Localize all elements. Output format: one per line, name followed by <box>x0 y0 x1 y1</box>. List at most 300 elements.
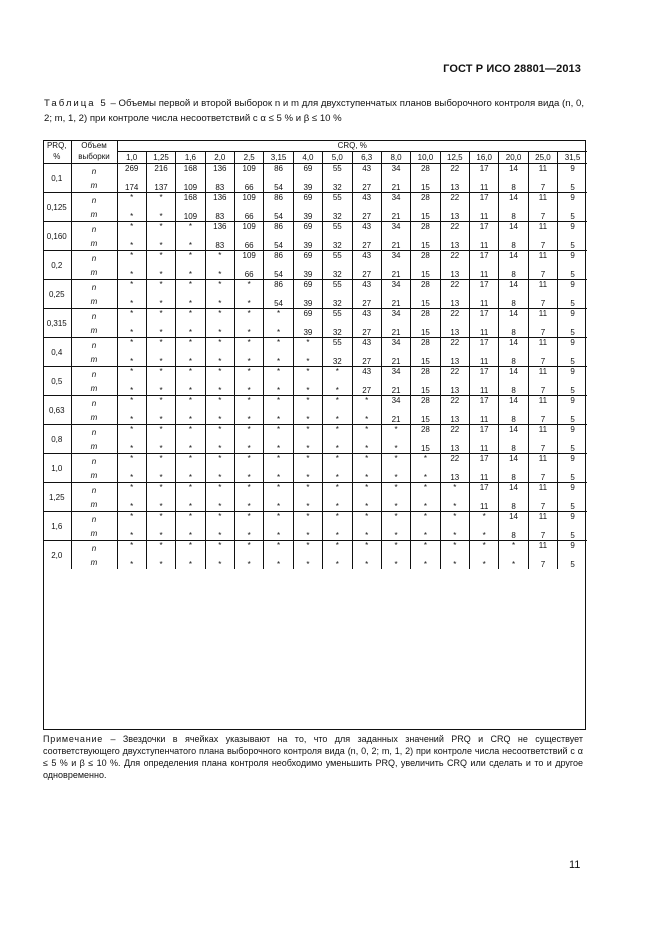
second-sample-label: m <box>71 178 117 193</box>
table-cell: * <box>146 367 175 382</box>
table-cell: 11 <box>470 294 499 309</box>
table-cell: 14 <box>499 454 528 469</box>
table-cell: * <box>264 497 293 512</box>
table-cell: 11 <box>528 222 557 237</box>
table-cell: * <box>352 439 381 454</box>
table-cell: 15 <box>411 207 440 222</box>
second-sample-label: m <box>71 352 117 367</box>
table-cell: * <box>293 439 322 454</box>
table-cell: 13 <box>440 236 469 251</box>
table-cell: * <box>117 236 146 251</box>
table-cell: 32 <box>323 236 352 251</box>
table-cell: * <box>176 222 205 237</box>
table-cell: 9 <box>558 280 587 295</box>
prq-value: 0,5 <box>43 367 71 396</box>
table-cell: * <box>176 323 205 338</box>
table-cell: 28 <box>411 164 440 179</box>
second-sample-label: m <box>71 468 117 483</box>
table-cell: 11 <box>528 193 557 208</box>
table-cell: 69 <box>293 164 322 179</box>
crq-column-header: 2,5 <box>235 152 264 164</box>
table-cell: * <box>146 381 175 396</box>
table-cell: 28 <box>411 222 440 237</box>
table-cell: * <box>470 555 499 569</box>
table-cell: * <box>205 410 234 425</box>
table-cell: 109 <box>235 222 264 237</box>
sample-size-table <box>43 140 587 569</box>
table-cell: 17 <box>470 251 499 266</box>
table-cell: 5 <box>570 560 575 569</box>
table-cell: 14 <box>499 222 528 237</box>
table-row <box>43 236 587 251</box>
table-cell: 9 <box>558 222 587 237</box>
table-cell: * <box>176 497 205 512</box>
table-cell: 27 <box>352 352 381 367</box>
table-cell: 7 <box>528 323 557 338</box>
table-cell: * <box>235 483 264 498</box>
table-cell: * <box>323 526 352 541</box>
table-row <box>43 193 587 208</box>
table-cell: 27 <box>352 265 381 280</box>
table-cell: * <box>381 497 410 512</box>
first-sample-label: n <box>71 280 117 295</box>
table-cell: 7 <box>528 526 557 541</box>
table-cell: * <box>205 526 234 541</box>
table-cell: * <box>323 439 352 454</box>
table-cell: * <box>264 439 293 454</box>
table-cell: * <box>381 526 410 541</box>
table-cell: * <box>440 555 469 569</box>
table-cell: * <box>176 512 205 527</box>
table-cell: 11 <box>528 338 557 353</box>
table-cell: * <box>293 367 322 382</box>
table-cell: * <box>235 338 264 353</box>
table-cell: 43 <box>352 164 381 179</box>
table-cell: * <box>411 497 440 512</box>
first-sample-label: n <box>71 541 117 556</box>
crq-column-header: 1,25 <box>146 152 175 164</box>
table-cell: 14 <box>499 425 528 440</box>
table-cell: * <box>293 410 322 425</box>
table-cell: * <box>293 555 322 569</box>
table-cell: * <box>235 367 264 382</box>
table-cell: * <box>235 468 264 483</box>
first-sample-label: n <box>71 512 117 527</box>
table-cell: 11 <box>470 236 499 251</box>
first-sample-label: n <box>71 193 117 208</box>
table-cell: 9 <box>558 338 587 353</box>
table-row <box>43 454 587 469</box>
table-cell: 27 <box>352 236 381 251</box>
table-cell: 11 <box>528 367 557 382</box>
table-cell: 15 <box>411 439 440 454</box>
table-cell: * <box>176 454 205 469</box>
table-cell: 22 <box>440 425 469 440</box>
table-cell: * <box>352 541 381 556</box>
table-cell: * <box>176 294 205 309</box>
table-cell: 22 <box>440 338 469 353</box>
table-note <box>43 733 583 781</box>
table-cell: * <box>352 425 381 440</box>
table-cell: * <box>146 323 175 338</box>
table-cell: 21 <box>381 265 410 280</box>
table-cell: 28 <box>411 425 440 440</box>
table-cell: * <box>176 280 205 295</box>
table-cell: 39 <box>293 178 322 193</box>
table-cell: 86 <box>264 193 293 208</box>
prq-value: 0,25 <box>43 280 71 309</box>
table-cell: 66 <box>235 265 264 280</box>
table-row <box>43 352 587 367</box>
table-cell: 11 <box>470 468 499 483</box>
table-cell: * <box>470 541 499 556</box>
table-row <box>43 309 587 324</box>
table-cell: * <box>235 294 264 309</box>
table-cell: * <box>176 265 205 280</box>
crq-column-header: 3,15 <box>264 152 293 164</box>
second-sample-label: m <box>71 265 117 280</box>
table-cell: 21 <box>381 381 410 396</box>
table-cell: 34 <box>381 164 410 179</box>
table-cell: 22 <box>440 280 469 295</box>
crq-header: CRQ, % <box>117 140 587 152</box>
first-sample-label: n <box>71 338 117 353</box>
table-cell: * <box>293 468 322 483</box>
table-cell: * <box>205 251 234 266</box>
table-cell: 17 <box>470 454 499 469</box>
table-cell: * <box>352 396 381 411</box>
crq-column-header: 25,0 <box>528 152 557 164</box>
table-cell: 69 <box>293 251 322 266</box>
table-row <box>43 497 587 512</box>
table-cell: 5 <box>570 328 575 337</box>
table-cell: 14 <box>499 367 528 382</box>
table-cell: * <box>293 381 322 396</box>
table-cell: 7 <box>528 555 557 569</box>
table-cell: 7 <box>528 497 557 512</box>
table-cell: * <box>235 309 264 324</box>
crq-column-header: 12,5 <box>440 152 469 164</box>
table-cell: 14 <box>499 309 528 324</box>
table-cell: 28 <box>411 396 440 411</box>
first-sample-label: n <box>71 396 117 411</box>
table-row <box>43 222 587 237</box>
table-cell: 32 <box>323 294 352 309</box>
table-cell: 15 <box>411 381 440 396</box>
standard-header: ГОСТ Р ИСО 28801—2013 <box>443 63 581 75</box>
table-cell: * <box>264 381 293 396</box>
table-cell: 5 <box>570 531 575 540</box>
table-cell: * <box>205 280 234 295</box>
table-cell: * <box>205 309 234 324</box>
table-cell: * <box>117 309 146 324</box>
table-cell: * <box>146 483 175 498</box>
table-cell: 55 <box>323 309 352 324</box>
table-cell: * <box>352 410 381 425</box>
table-cell: * <box>323 425 352 440</box>
table-cell: 11 <box>470 410 499 425</box>
table-cell: * <box>381 425 410 440</box>
table-cell: * <box>411 454 440 469</box>
table-cell: * <box>264 323 293 338</box>
table-cell: * <box>117 265 146 280</box>
table-cell: 34 <box>381 367 410 382</box>
table-cell: * <box>117 352 146 367</box>
table-cell: * <box>470 512 499 527</box>
table-cell: * <box>381 541 410 556</box>
table-cell: * <box>264 396 293 411</box>
table-cell: 28 <box>411 193 440 208</box>
table-cell: 32 <box>323 265 352 280</box>
table-cell: * <box>117 468 146 483</box>
table-cell: * <box>264 367 293 382</box>
table-cell: * <box>381 555 410 569</box>
table-cell: 43 <box>352 309 381 324</box>
table-cell: 136 <box>205 164 234 179</box>
table-cell: 55 <box>323 280 352 295</box>
prq-value: 1,0 <box>43 454 71 483</box>
first-sample-label: n <box>71 222 117 237</box>
prq-header: PRQ, <box>43 140 71 152</box>
table-cell: * <box>117 222 146 237</box>
table-caption <box>44 97 584 126</box>
table-cell: 9 <box>570 164 575 173</box>
table-cell: 39 <box>293 265 322 280</box>
table-cell: 7 <box>528 439 557 454</box>
table-cell: 9 <box>558 396 587 411</box>
table-cell: 21 <box>381 236 410 251</box>
table-cell: * <box>176 338 205 353</box>
table-cell: * <box>117 294 146 309</box>
table-cell: 17 <box>470 338 499 353</box>
table-cell: * <box>499 541 528 556</box>
note-label: Примечание <box>43 734 104 744</box>
table-cell: * <box>146 280 175 295</box>
table-row <box>43 207 587 222</box>
table-cell: 15 <box>411 265 440 280</box>
table-cell: * <box>293 512 322 527</box>
table-cell: 9 <box>558 309 587 324</box>
table-cell: 13 <box>440 207 469 222</box>
table-row <box>43 483 587 498</box>
table-cell: * <box>411 526 440 541</box>
table-cell: 13 <box>440 468 469 483</box>
table-cell: * <box>176 425 205 440</box>
prq-value: 0,8 <box>43 425 71 454</box>
table-cell: 21 <box>381 410 410 425</box>
table-row <box>43 381 587 396</box>
table-cell: 8 <box>499 207 528 222</box>
table-cell: 86 <box>264 222 293 237</box>
table-cell: 11 <box>528 483 557 498</box>
table-cell: * <box>323 483 352 498</box>
table-cell: * <box>264 338 293 353</box>
table-cell: * <box>146 410 175 425</box>
table-cell: 13 <box>440 381 469 396</box>
table-cell: 11 <box>528 425 557 440</box>
table-cell: * <box>176 396 205 411</box>
table-cell: 13 <box>440 352 469 367</box>
table-cell: 11 <box>470 381 499 396</box>
table-cell: 11 <box>470 178 499 193</box>
sample-size-header: Объем <box>71 140 117 152</box>
table-cell: * <box>146 497 175 512</box>
table-cell: * <box>264 512 293 527</box>
table-cell: * <box>176 251 205 266</box>
table-cell: 43 <box>352 367 381 382</box>
table-cell: 55 <box>323 193 352 208</box>
table-cell: * <box>205 483 234 498</box>
prq-value: 1,25 <box>43 483 71 512</box>
table-cell: * <box>205 497 234 512</box>
table-cell: 34 <box>381 222 410 237</box>
table-cell: * <box>440 526 469 541</box>
table-row <box>43 251 587 266</box>
table-cell: 32 <box>323 352 352 367</box>
table-cell: 8 <box>499 439 528 454</box>
crq-column-header: 20,0 <box>499 152 528 164</box>
crq-column-header: 8,0 <box>381 152 410 164</box>
table-cell: 43 <box>352 251 381 266</box>
table-cell: 86 <box>264 251 293 266</box>
table-cell: 11 <box>528 512 557 527</box>
table-cell: * <box>117 483 146 498</box>
table-cell: 13 <box>440 294 469 309</box>
table-cell: * <box>205 439 234 454</box>
table-cell: 8 <box>499 236 528 251</box>
first-sample-label: n <box>71 251 117 266</box>
table-cell: * <box>176 381 205 396</box>
table-cell: 83 <box>205 236 234 251</box>
table-cell: 43 <box>352 222 381 237</box>
table-cell: 11 <box>470 207 499 222</box>
table-cell: * <box>146 236 175 251</box>
table-cell: 9 <box>558 367 587 382</box>
table-cell: * <box>117 251 146 266</box>
table-cell: 11 <box>528 396 557 411</box>
table-cell: * <box>146 541 175 556</box>
table-row <box>43 526 587 541</box>
table-cell: 43 <box>352 338 381 353</box>
table-cell: * <box>117 396 146 411</box>
table-cell: * <box>146 352 175 367</box>
first-sample-label: n <box>71 454 117 469</box>
table-cell: * <box>146 222 175 237</box>
table-cell: * <box>352 454 381 469</box>
table-cell: 9 <box>558 483 587 498</box>
table-cell: 17 <box>470 280 499 295</box>
table-cell: * <box>352 497 381 512</box>
table-cell: 5 <box>570 415 575 424</box>
table-cell: 5 <box>570 212 575 221</box>
prq-value: 0,315 <box>43 309 71 338</box>
prq-value: 0,63 <box>43 396 71 425</box>
second-sample-label: m <box>71 439 117 454</box>
table-cell: 22 <box>440 396 469 411</box>
table-cell: * <box>176 483 205 498</box>
table-cell: * <box>323 381 352 396</box>
second-sample-label: m <box>71 381 117 396</box>
table-cell: 32 <box>323 178 352 193</box>
table-cell: 14 <box>499 164 528 179</box>
table-cell: * <box>264 309 293 324</box>
prq-value: 0,1 <box>43 164 71 193</box>
table-cell: * <box>146 454 175 469</box>
table-cell: * <box>235 410 264 425</box>
table-cell: * <box>205 323 234 338</box>
table-cell: 7 <box>528 178 557 193</box>
table-cell: * <box>176 309 205 324</box>
table-cell: 7 <box>528 381 557 396</box>
table-cell: 8 <box>499 468 528 483</box>
table-row <box>43 294 587 309</box>
table-cell: * <box>352 468 381 483</box>
table-cell: 14 <box>499 251 528 266</box>
table-cell: * <box>264 410 293 425</box>
table-cell: * <box>235 512 264 527</box>
table-cell: * <box>352 555 381 569</box>
table-cell: * <box>146 396 175 411</box>
table-cell: 22 <box>440 193 469 208</box>
table-cell: 109 <box>235 164 264 179</box>
table-cell: 34 <box>381 338 410 353</box>
table-cell: * <box>264 468 293 483</box>
table-cell: * <box>264 483 293 498</box>
table-cell: * <box>323 468 352 483</box>
table-cell: 109 <box>176 178 205 193</box>
caption-text: – Объемы первой и второй выборок n и m для двухступенчатых планов выборочного контроля вида (n, 0, 2; m, 1, 2) при контроле числа несоответствий с α ≤ 5 % и β ≤ 10 % <box>44 98 584 124</box>
caption-label: Таблица 5 <box>44 98 108 109</box>
table-cell: * <box>205 294 234 309</box>
table-cell: * <box>264 526 293 541</box>
first-sample-label: n <box>71 309 117 324</box>
table-cell: 11 <box>470 323 499 338</box>
table-cell: * <box>117 497 146 512</box>
table-cell: * <box>293 497 322 512</box>
table-cell: * <box>381 468 410 483</box>
table-cell: 8 <box>499 526 528 541</box>
table-cell: * <box>411 512 440 527</box>
table-cell: 21 <box>381 352 410 367</box>
table-cell: * <box>440 483 469 498</box>
table-cell: 69 <box>293 309 322 324</box>
table-cell: * <box>235 454 264 469</box>
table-cell: 17 <box>470 425 499 440</box>
table-cell: * <box>293 483 322 498</box>
table-cell: 55 <box>323 222 352 237</box>
table-cell: 21 <box>381 178 410 193</box>
table-cell: 28 <box>411 280 440 295</box>
prq-value: 2,0 <box>43 541 71 570</box>
table-cell: * <box>323 454 352 469</box>
table-cell: * <box>117 207 146 222</box>
table-cell: * <box>323 512 352 527</box>
table-cell: * <box>323 396 352 411</box>
table-cell: 137 <box>146 178 175 193</box>
table-cell: 66 <box>235 178 264 193</box>
table-cell: * <box>381 439 410 454</box>
table-cell: 9 <box>558 541 587 556</box>
table-cell: * <box>323 555 352 569</box>
table-cell: * <box>117 280 146 295</box>
table-cell: * <box>176 367 205 382</box>
table-cell: * <box>146 512 175 527</box>
table-cell: 13 <box>440 410 469 425</box>
table-cell: * <box>264 454 293 469</box>
table-row <box>43 164 587 179</box>
table-row <box>43 541 587 556</box>
table-cell: * <box>146 207 175 222</box>
